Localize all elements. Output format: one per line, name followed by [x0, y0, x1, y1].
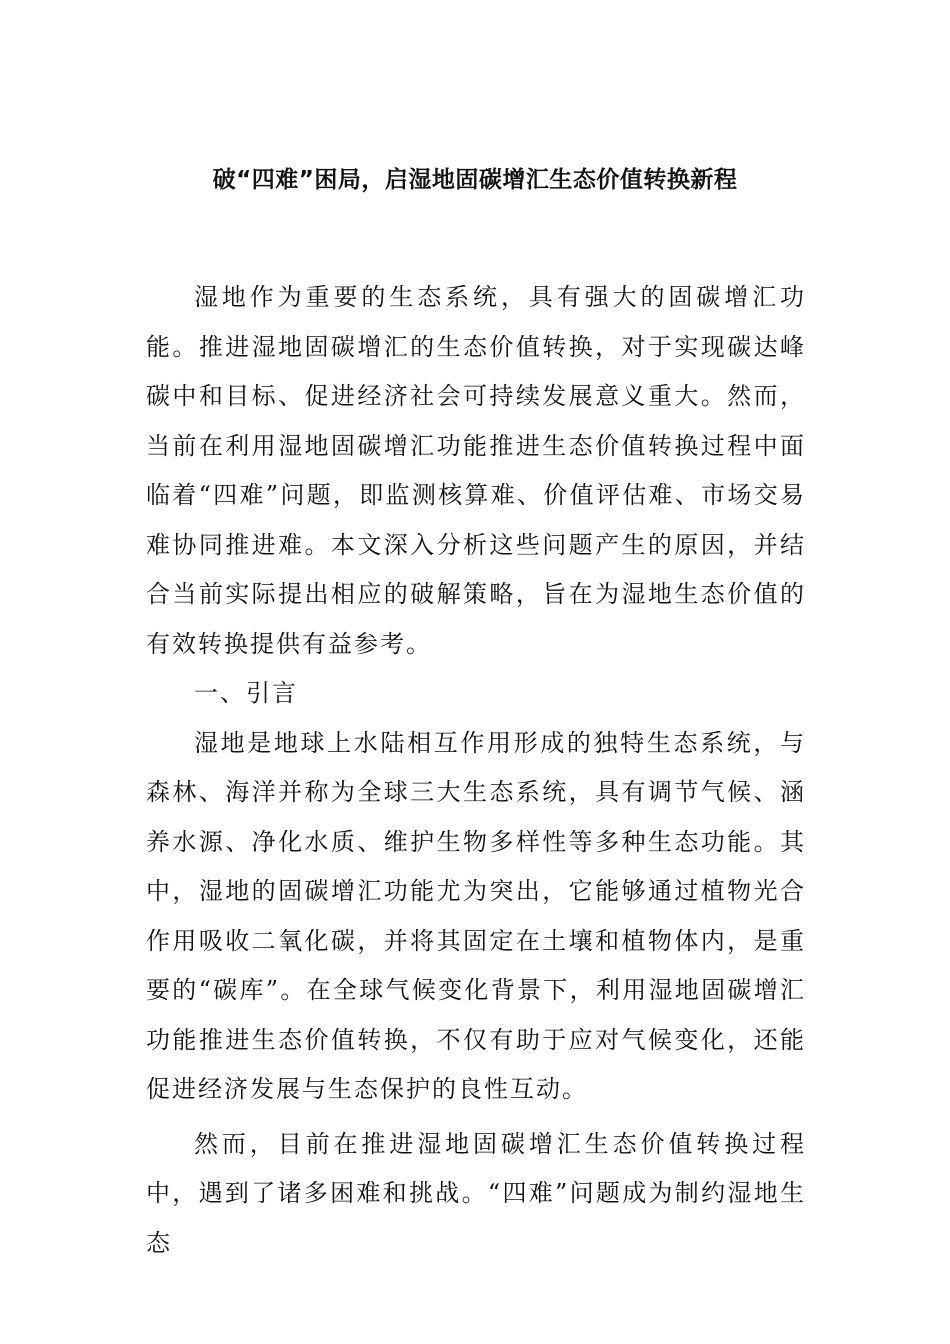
challenges-paragraph: 然而，目前在推进湿地固碳增汇生态价值转换过程中，遇到了诸多困难和挑战。“四难”问题成为制约湿地生态: [146, 1129, 806, 1257]
document-title: 破“四难”困局，启湿地固碳增汇生态价值转换新程: [212, 167, 738, 193]
abstract-paragraph: 湿地作为重要的生态系统，具有强大的固碳增汇功能。推进湿地固碳增汇的生态价值转换，对于实现碳达峰碳中和目标、促进经济社会可持续发展意义重大。然而，当前在利用湿地固碳增汇功能推进生态价值转换过程中面临着“四难”问题，即监测核算难、价值评估难、市场交易难协同推进难。本文深入分析这些问题产生的原因，并结合当前实际提出相应的破解策略，旨在为湿地生态价值的有效转换提供有益参考。: [146, 283, 806, 658]
introduction-paragraph: 湿地是地球上水陆相互作用形成的独特生态系统，与森林、海洋并称为全球三大生态系统，具有调节气候、涵养水源、净化水质、维护生物多样性等多种生态功能。其中，湿地的固碳增汇功能尤为突出，它能够通过植物光合作用吸收二氧化碳，并将其固定在土壤和植物体内，是重要的“碳库”。在全球气候变化背景下，利用湿地固碳增汇功能推进生态价值转换，不仅有助于应对气候变化，还能促进经济发展与生态保护的良性互动。: [146, 728, 806, 1103]
document-body: [146, 273, 806, 1268]
section-heading-introduction: 一、引言: [194, 679, 298, 707]
